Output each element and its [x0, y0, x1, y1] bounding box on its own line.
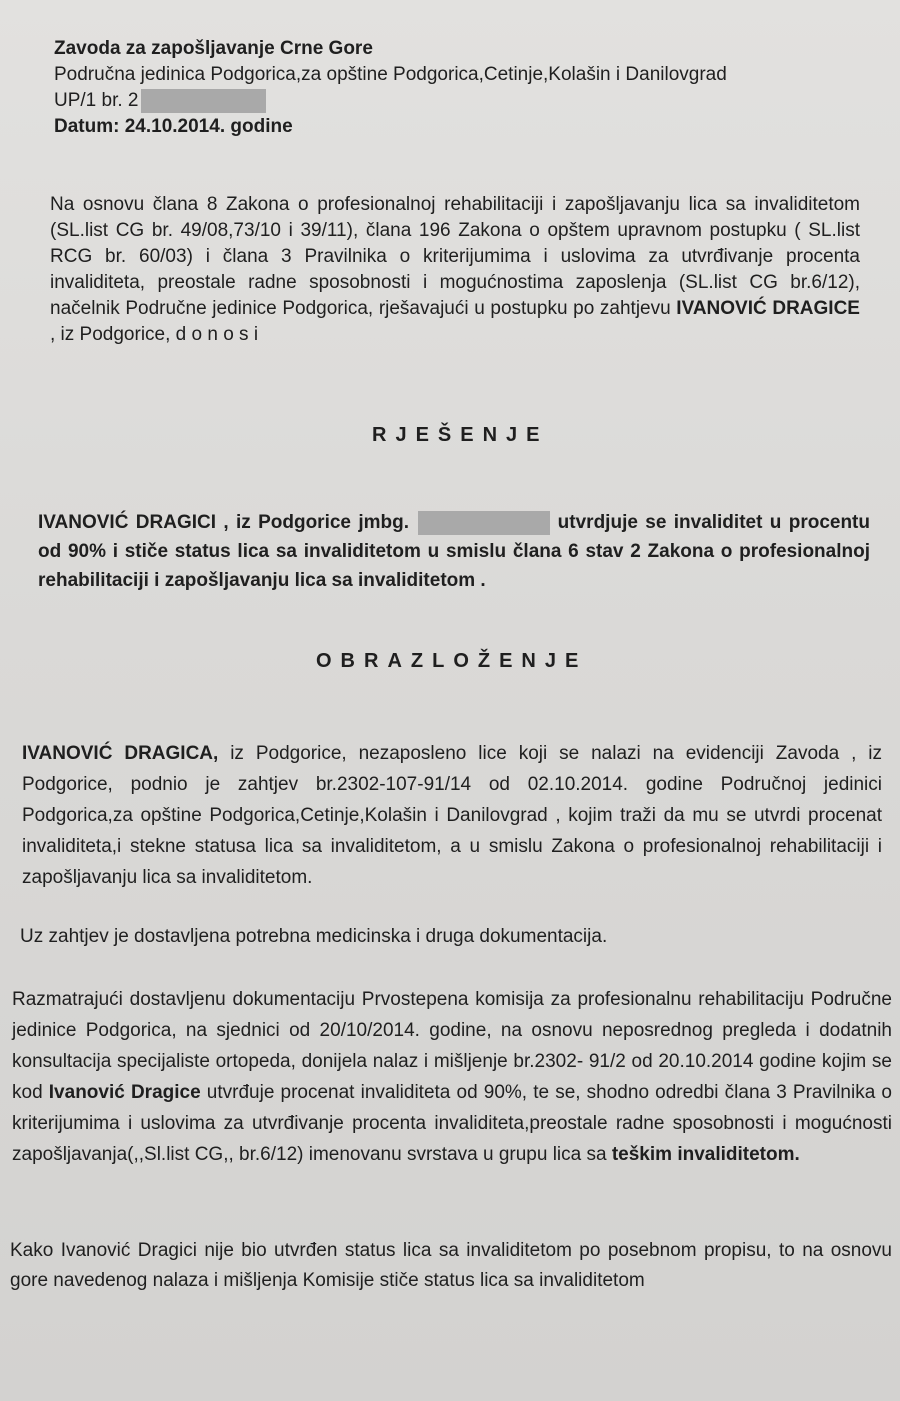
reasoning-name-2: Ivanović Dragice	[48, 1082, 201, 1103]
reasoning-paragraph-3	[12, 984, 892, 1170]
reasoning-heading: OBRAZLOŽENJE	[316, 650, 588, 672]
preamble-text: Na osnovu člana 8 Zakona o profesionalnoj rehabilitaciji i zapošljavanju lica sa invaliditetom (SL.list CG br. 49/08,73/10 i 39/11), člana 196 Zakona o opštem upravnom postupku ( SL.list RCG br. 60/03) i člana 3 Pravilnika o kriterijumima i uslovima za utvrđivanje procenta invaliditeta, preostale radne sposobnosti i mogućnostima zaposlenja (SL.list CG br.6/12), načelnik Područne jedinice Podgorica, rješavajući u postupku po zahtjevu	[50, 194, 860, 319]
decision-heading: RJEŠENJE	[372, 424, 549, 446]
reasoning-text-1: iz Podgorice, nezaposleno lice koji se nalazi na evidenciji Zavoda , iz Podgorice, podnio je zahtjev br.2302-107-91/14 od 02.10.2014. godine Područnoj jedinici Podgorica,za opštine Podgorica,Cetinje,Kolašin i Danilovgrad , kojim traži da mu se utvrdi procenat invaliditeta,i stekne statusa lica sa invaliditetom, a u smislu Zakona o profesionalnoj rehabilitaciji i zapošljavanju lica sa invaliditetom.	[22, 743, 882, 888]
decision-mid: , iz Podgorice jmbg.	[216, 512, 417, 533]
institution-name: Zavoda za zapošljavanje Crne Gore	[54, 38, 373, 59]
preamble-paragraph	[50, 192, 860, 348]
letterhead	[54, 36, 727, 140]
preamble-tail: , iz Podgorice, d o n o s i	[50, 324, 259, 345]
decision-name: IVANOVIĆ DRAGICI	[38, 512, 216, 533]
document-date: Datum: 24.10.2014. godine	[54, 116, 293, 137]
case-prefix: UP/1 br. 2	[54, 90, 139, 111]
decision-paragraph	[38, 508, 870, 595]
reasoning-text-3b: utvrđuje procenat invaliditeta od 90%, te se, shodno odredbi člana 3 Pravilnika o kriterijumima i uslovima za utvrđivanje procenta invaliditeta,preostale radne sposobnosti i mogućnosti zapošljavanja(,,Sl.list CG,, br.6/12) imenovanu svrstava u grupu lica sa	[12, 1082, 892, 1165]
reasoning-paragraph-1	[22, 738, 882, 893]
reasoning-name: IVANOVIĆ DRAGICA,	[22, 743, 219, 764]
reasoning-paragraph-2: Uz zahtjev je dostavljena potrebna medicinska i druga dokumentacija.	[20, 926, 608, 947]
unit-name: Područna jedinica Podgorica,za opštine Podgorica,Cetinje,Kolašin i Danilovgrad	[54, 64, 727, 85]
reasoning-paragraph-4: Kako Ivanović Dragici nije bio utvrđen status lica sa invaliditetom po posebnom propisu, to na osnovu gore navedenog nalaza i mišljenja Komisije stiče status lica sa invaliditetom	[10, 1240, 892, 1291]
preamble-name: IVANOVIĆ DRAGICE	[676, 298, 860, 319]
reasoning-text-3a: Razmatrajući dostavljenu dokumentaciju Prvostepena komisija za profesionalnu rehabilitaciju Područne jedinice Podgorica, na sjednici od 20/10/2014. godine, na osnovu neposrednog pregleda i dodatnih konsultacija specijaliste ortopeda, donijela nalaz i mišljenje br.2302- 91/2 od 20.10.2014 godine kojim se kod	[12, 989, 892, 1103]
case-number	[54, 88, 727, 114]
decision-tail: utvrdjuje se invaliditet u procentu od 90% i stiče status lica sa invaliditetom u smislu člana 6 stav 2 Zakona o profesionalnoj rehabilitaciji i zapošljavanju lica sa invaliditetom .	[38, 512, 870, 591]
redacted-case-number	[141, 89, 266, 113]
redacted-jmbg	[418, 511, 550, 535]
reasoning-text-3-bold: teškim invaliditetom.	[611, 1144, 800, 1165]
